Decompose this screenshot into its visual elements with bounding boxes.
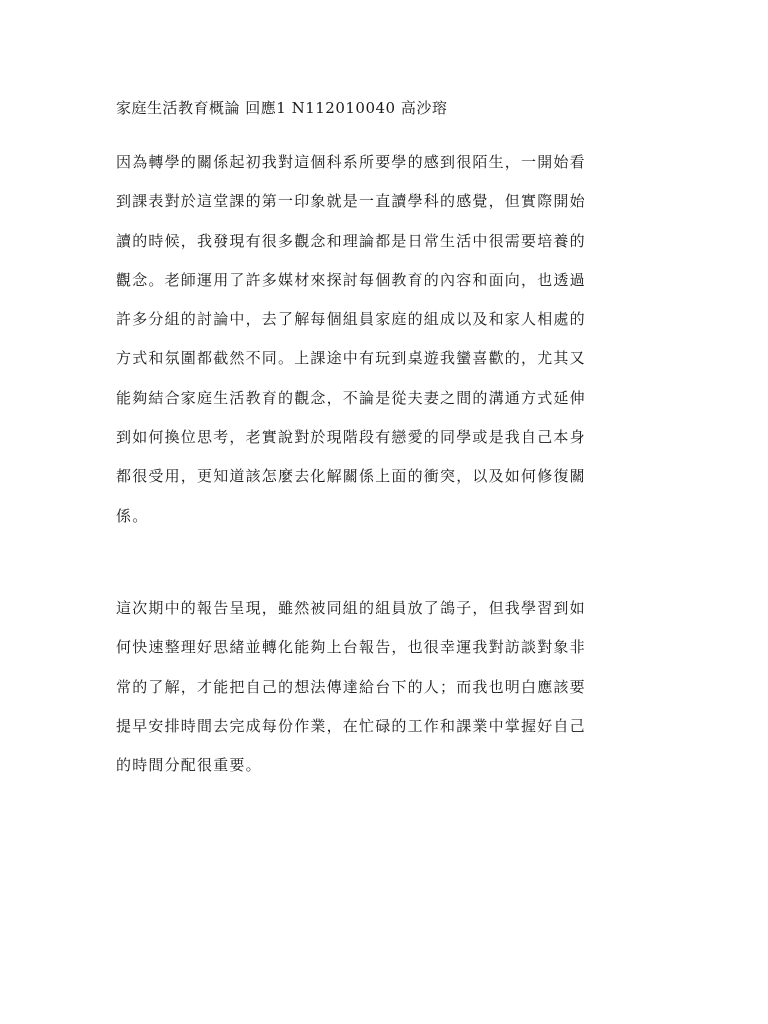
paragraph-1-line: 許多分組的討論中，去了解每個組員家庭的組成以及和家人相處的 bbox=[116, 310, 586, 329]
paragraph-1-line: 方式和氛圍都截然不同。上課途中有玩到桌遊我蠻喜歡的，尤其又 bbox=[116, 349, 586, 368]
paragraph-2-line: 的時間分配很重要。 bbox=[116, 756, 262, 775]
paragraph-1-line: 到課表對於這堂課的第一印象就是一直讀學科的感覺，但實際開始 bbox=[116, 192, 586, 211]
paragraph-2-line: 何快速整理好思緒並轉化能夠上台報告，也很幸運我對訪談對象非 bbox=[116, 638, 586, 657]
paragraph-1-line: 讀的時候，我發現有很多觀念和理論都是日常生活中很需要培養的 bbox=[116, 231, 586, 250]
paragraph-1-line: 觀念。老師運用了許多媒材來探討每個教育的內容和面向，也透過 bbox=[116, 270, 586, 289]
document-title: 家庭生活教育概論 回應1 N112010040 高沙瑢 bbox=[116, 99, 448, 117]
paragraph-1-line: 到如何換位思考，老實說對於現階段有戀愛的同學或是我自己本身 bbox=[116, 428, 586, 447]
paragraph-1-line: 能夠結合家庭生活教育的觀念，不論是從夫妻之間的溝通方式延伸 bbox=[116, 388, 586, 407]
paragraph-2-line: 這次期中的報告呈現，雖然被同組的組員放了鴿子，但我學習到如 bbox=[116, 599, 586, 617]
paragraph-1 bbox=[116, 150, 656, 543]
paragraph-1-line: 都很受用，更知道該怎麼去化解關係上面的衝突，以及如何修復關 bbox=[116, 467, 586, 486]
paragraph-2 bbox=[116, 596, 656, 792]
paragraph-1-line: 因為轉學的關係起初我對這個科系所要學的感到很陌生，一開始看 bbox=[116, 153, 586, 171]
paragraph-1-line: 係。 bbox=[116, 506, 149, 525]
paragraph-2-line: 提早安排時間去完成每份作業，在忙碌的工作和課業中掌握好自己 bbox=[116, 716, 586, 735]
paragraph-2-line: 常的了解，才能把自己的想法傳達給台下的人；而我也明白應該要 bbox=[116, 677, 586, 696]
